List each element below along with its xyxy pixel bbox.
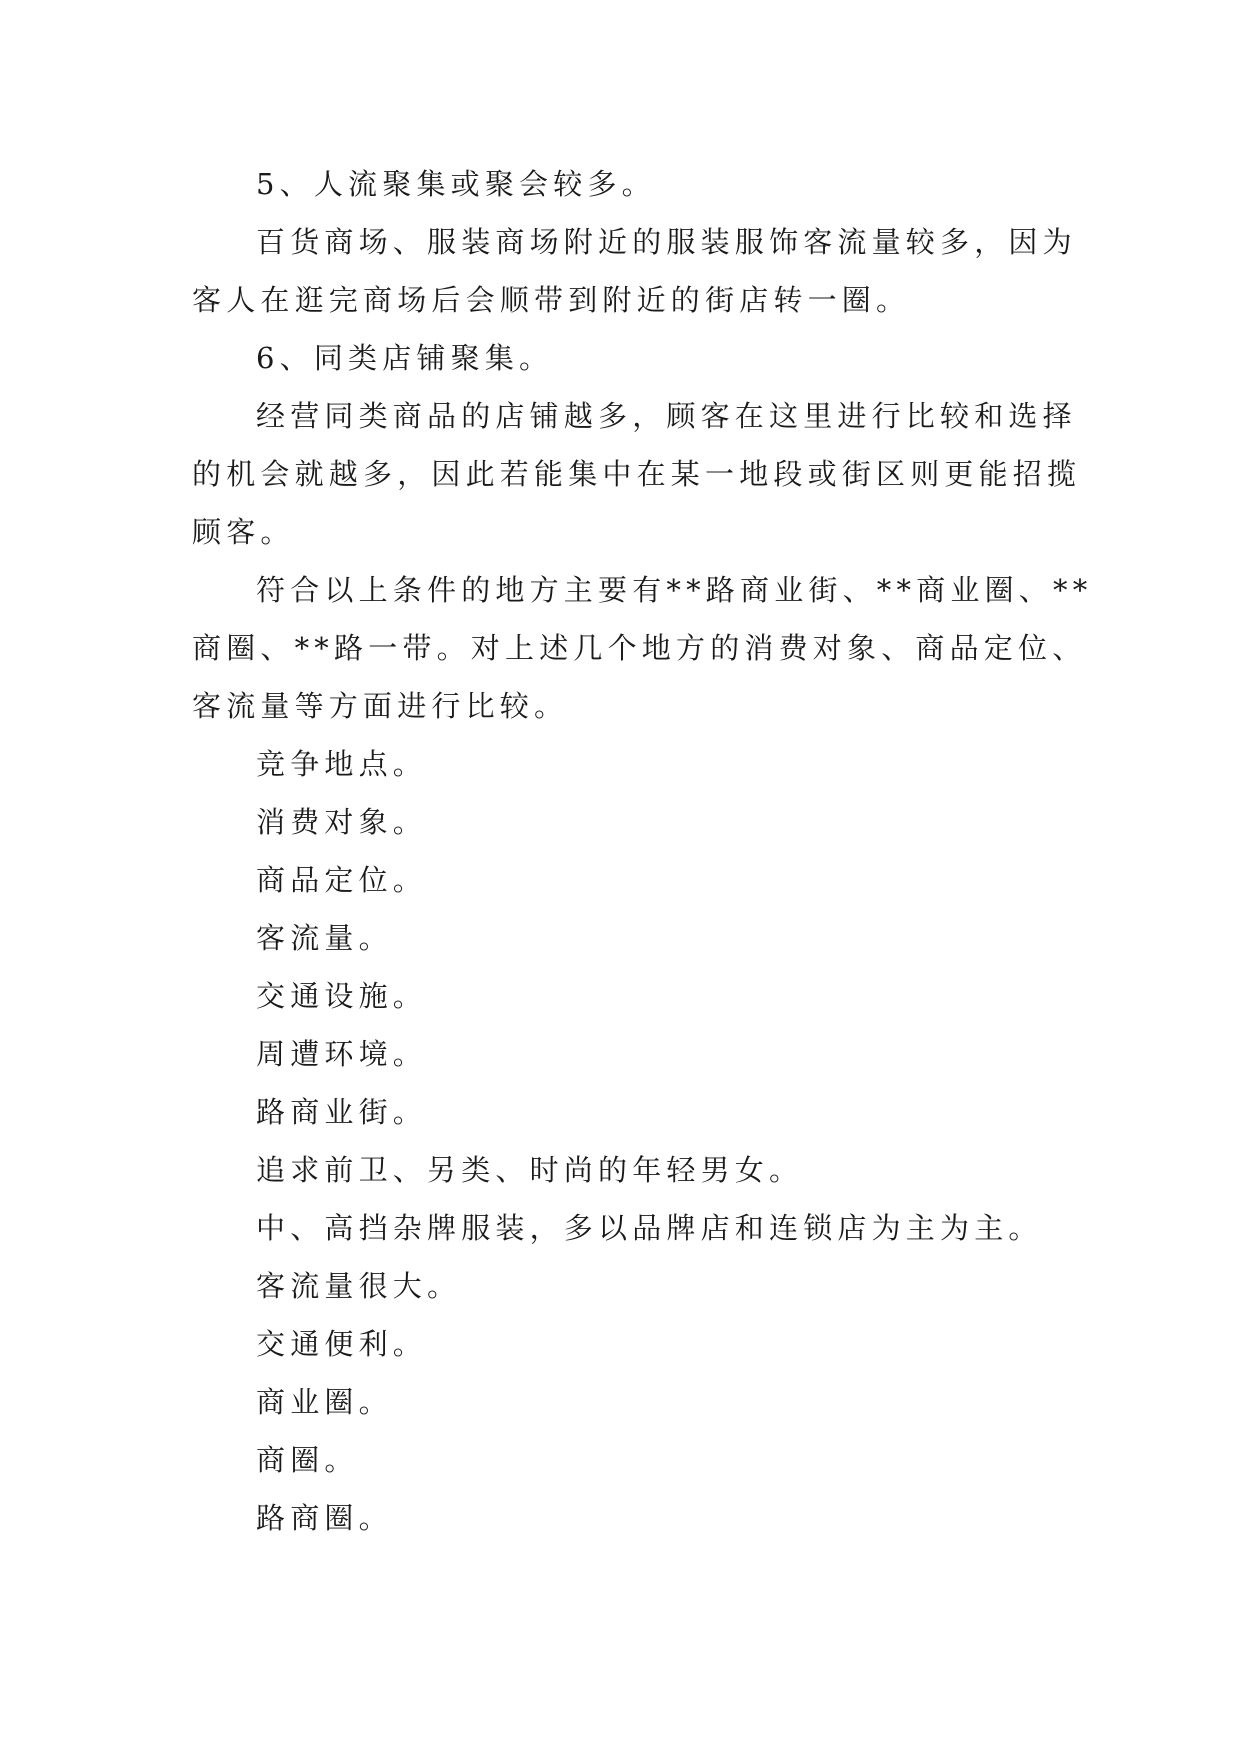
paragraph-line: 的机会就越多，因此若能集中在某一地段或街区则更能招揽 <box>192 457 1082 491</box>
list-item: 交通设施。 <box>256 979 428 1013</box>
list-item: 路商业街。 <box>256 1095 428 1129</box>
list-item: 路商圈。 <box>256 1501 393 1535</box>
list-item: 客流量很大。 <box>256 1269 462 1303</box>
heading-6-similar-stores: 6、同类店铺聚集。 <box>256 341 554 375</box>
list-item: 竞争地点。 <box>256 747 428 781</box>
list-item: 中、高挡杂牌服装，多以品牌店和连锁店为主为主。 <box>256 1211 1043 1245</box>
heading-5-crowd-gathering: 5、人流聚集或聚会较多。 <box>256 167 656 201</box>
list-item: 交通便利。 <box>256 1327 428 1361</box>
list-item: 商品定位。 <box>256 863 428 897</box>
list-item: 商业圈。 <box>256 1385 393 1419</box>
list-item: 消费对象。 <box>256 805 428 839</box>
paragraph-line: 经营同类商品的店铺越多，顾客在这里进行比较和选择 <box>256 399 1077 433</box>
paragraph-line: 商圈、**路一带。对上述几个地方的消费对象、商品定位、 <box>192 631 1087 665</box>
list-item: 周遭环境。 <box>256 1037 428 1071</box>
paragraph-line: 客流量等方面进行比较。 <box>192 689 569 723</box>
list-item: 追求前卫、另类、时尚的年轻男女。 <box>256 1153 804 1187</box>
paragraph-line: 百货商场、服装商场附近的服装服饰客流量较多，因为 <box>256 225 1077 259</box>
list-item: 商圈。 <box>256 1443 359 1477</box>
list-item: 客流量。 <box>256 921 393 955</box>
paragraph-line: 顾客。 <box>192 515 295 549</box>
paragraph-line: 客人在逛完商场后会顺带到附近的街店转一圈。 <box>192 283 911 317</box>
paragraph-line: 符合以上条件的地方主要有**路商业街、**商业圈、** <box>256 573 1093 607</box>
